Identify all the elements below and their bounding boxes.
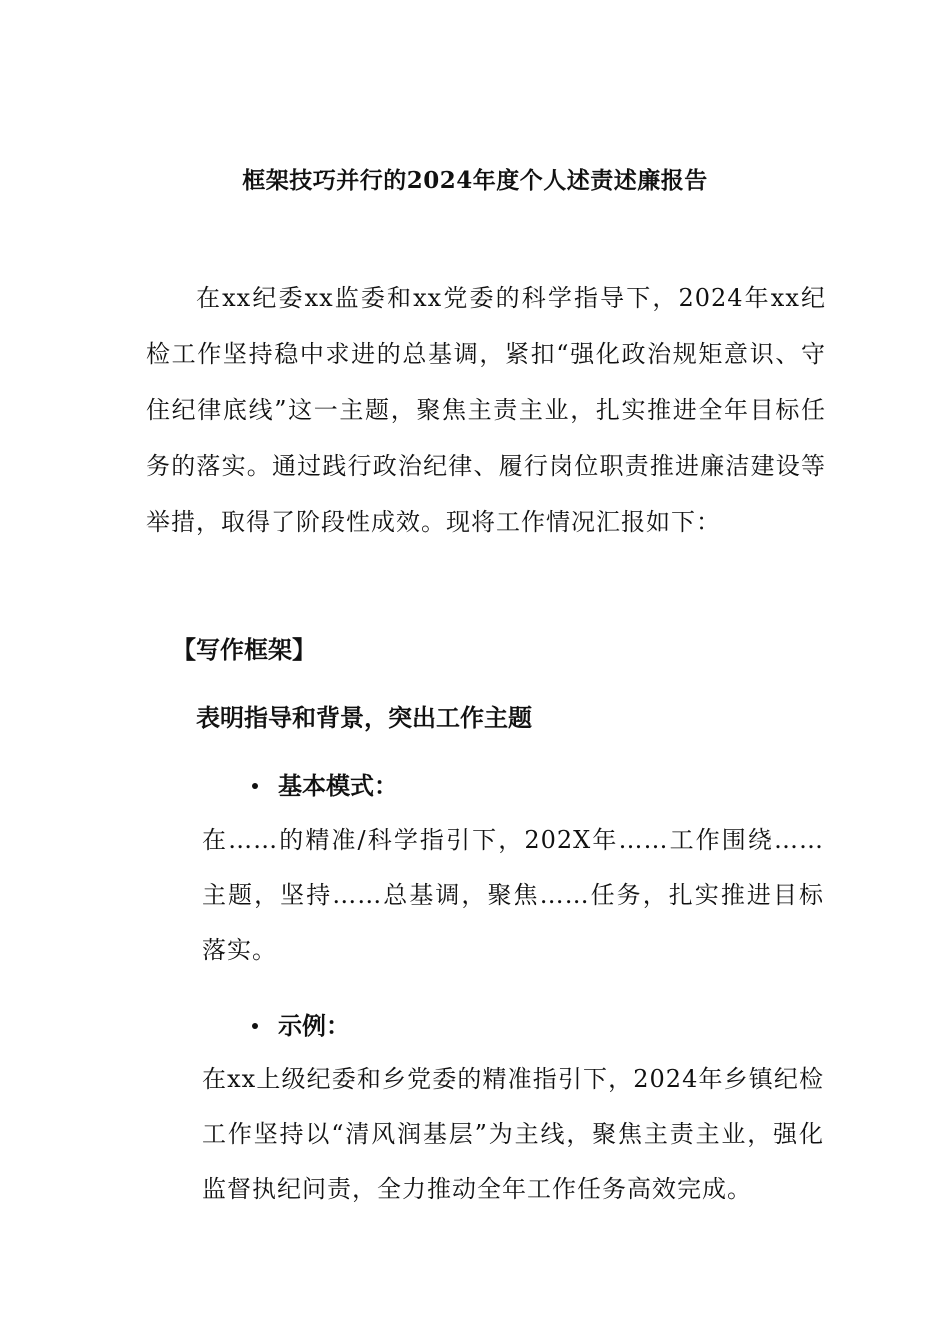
framework-heading: 【写作框架】: [172, 635, 316, 664]
example-bullet: [252, 1006, 350, 1041]
pattern-label: 基本模式：: [278, 771, 398, 800]
example-paragraph: 在xx上级纪委和乡党委的精准指引下，2024年乡镇纪检工作坚持以“清风润基层”为主线，聚焦主责主业，强化监督执纪问责，全力推动全年工作任务高效完成。: [202, 1065, 824, 1203]
bullet-dot-icon: [252, 1023, 258, 1029]
framework-subheading: 表明指导和背景，突出工作主题: [196, 703, 532, 732]
document-title: 框架技巧并行的2024年度个人述责述廉报告: [242, 167, 708, 194]
pattern-paragraph: 在……的精准/科学指引下，202X年……工作围绕……主题，坚持……总基调，聚焦……任务，扎实推进目标落实。: [202, 826, 824, 964]
pattern-bullet: [252, 766, 398, 801]
example-label: 示例：: [278, 1011, 350, 1040]
bullet-dot-icon: [252, 783, 258, 789]
intro-paragraph: 在xx纪委xx监委和xx党委的科学指导下，2024年xx纪检工作坚持稳中求进的总基调，紧扣“强化政治规矩意识、守住纪律底线”这一主题，聚焦主责主业，扎实推进全年目标任务的落实。通过践行政治纪律、履行岗位职责推进廉洁建设等举措，取得了阶段性成效。现将工作情况汇报如下：: [146, 284, 826, 536]
